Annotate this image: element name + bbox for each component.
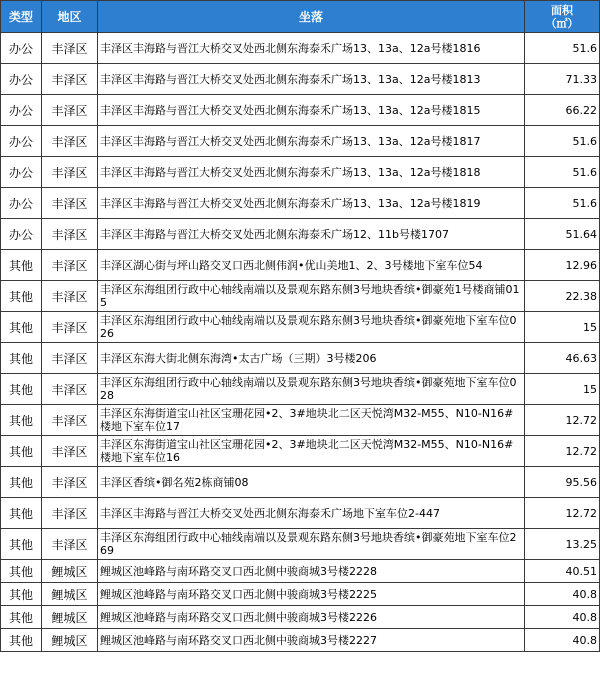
- cell-area: 12.72: [525, 405, 600, 436]
- cell-area: 40.8: [525, 583, 600, 606]
- cell-district: 丰泽区: [42, 250, 98, 281]
- cell-type: 其他: [1, 560, 42, 583]
- header-location: 坐落: [98, 1, 525, 33]
- header-area-label: 面积: [551, 3, 573, 17]
- table-body: [1, 33, 600, 652]
- cell-location: 鲤城区池峰路与南环路交叉口西北侧中骏商城3号楼2225: [98, 583, 525, 606]
- table-row: [1, 250, 600, 281]
- table-row: [1, 606, 600, 629]
- cell-area: 71.33: [525, 64, 600, 95]
- cell-district: 丰泽区: [42, 126, 98, 157]
- cell-area: 12.96: [525, 250, 600, 281]
- cell-location: 丰泽区东海组团行政中心轴线南端以及景观东路东侧3号地块香缤•御豪苑地下室车位269: [98, 529, 525, 560]
- table-row: [1, 281, 600, 312]
- cell-type: 其他: [1, 498, 42, 529]
- cell-district: 丰泽区: [42, 219, 98, 250]
- table-row: [1, 374, 600, 405]
- cell-area: 51.6: [525, 188, 600, 219]
- header-area-unit: （㎡）: [545, 16, 579, 30]
- header-row: [1, 1, 600, 33]
- cell-district: 鲤城区: [42, 560, 98, 583]
- cell-location: 丰泽区丰海路与晋江大桥交叉处西北侧东海泰禾广场12、11b号楼1707: [98, 219, 525, 250]
- table-row: [1, 405, 600, 436]
- cell-type: 办公: [1, 33, 42, 64]
- cell-district: 丰泽区: [42, 436, 98, 467]
- cell-location: 丰泽区香缤•御名苑2栋商铺08: [98, 467, 525, 498]
- cell-type: 其他: [1, 281, 42, 312]
- table-row: [1, 157, 600, 188]
- cell-area: 51.6: [525, 33, 600, 64]
- cell-area: 40.8: [525, 606, 600, 629]
- cell-area: 51.6: [525, 126, 600, 157]
- header-district: 地区: [42, 1, 98, 33]
- cell-district: 鲤城区: [42, 629, 98, 652]
- cell-location: 丰泽区东海大街北侧东海湾•太古广场（三期）3号楼206: [98, 343, 525, 374]
- table-row: [1, 126, 600, 157]
- cell-area: 95.56: [525, 467, 600, 498]
- table-row: [1, 467, 600, 498]
- cell-type: 办公: [1, 157, 42, 188]
- cell-type: 办公: [1, 188, 42, 219]
- cell-location: 鲤城区池峰路与南环路交叉口西北侧中骏商城3号楼2227: [98, 629, 525, 652]
- cell-type: 其他: [1, 436, 42, 467]
- cell-district: 丰泽区: [42, 33, 98, 64]
- cell-location: 丰泽区丰海路与晋江大桥交叉处西北侧东海泰禾广场13、13a、12a号楼1815: [98, 95, 525, 126]
- cell-location: 鲤城区池峰路与南环路交叉口西北侧中骏商城3号楼2228: [98, 560, 525, 583]
- table-row: [1, 343, 600, 374]
- cell-location: 鲤城区池峰路与南环路交叉口西北侧中骏商城3号楼2226: [98, 606, 525, 629]
- cell-type: 其他: [1, 250, 42, 281]
- cell-district: 丰泽区: [42, 64, 98, 95]
- cell-location: 丰泽区丰海路与晋江大桥交叉处西北侧东海泰禾广场13、13a、12a号楼1818: [98, 157, 525, 188]
- header-type: 类型: [1, 1, 42, 33]
- cell-type: 其他: [1, 374, 42, 405]
- cell-district: 丰泽区: [42, 95, 98, 126]
- cell-area: 46.63: [525, 343, 600, 374]
- cell-type: 其他: [1, 629, 42, 652]
- cell-district: 丰泽区: [42, 405, 98, 436]
- cell-area: 15: [525, 374, 600, 405]
- table-row: [1, 219, 600, 250]
- cell-location: 丰泽区丰海路与晋江大桥交叉处西北侧东海泰禾广场13、13a、12a号楼1813: [98, 64, 525, 95]
- cell-location: 丰泽区东海街道宝山社区宝珊花园•2、3#地块北二区天悦湾M32-M55、N10-N16#楼地下室车位17: [98, 405, 525, 436]
- cell-district: 丰泽区: [42, 157, 98, 188]
- cell-location: 丰泽区丰海路与晋江大桥交叉处西北侧东海泰禾广场13、13a、12a号楼1817: [98, 126, 525, 157]
- cell-area: 12.72: [525, 498, 600, 529]
- cell-district: 丰泽区: [42, 188, 98, 219]
- cell-location: 丰泽区东海组团行政中心轴线南端以及景观东路东侧3号地块香缤•御豪苑地下室车位028: [98, 374, 525, 405]
- cell-location: 丰泽区东海组团行政中心轴线南端以及景观东路东侧3号地块香缤•御豪苑1号楼商铺015: [98, 281, 525, 312]
- cell-type: 其他: [1, 606, 42, 629]
- cell-district: 丰泽区: [42, 467, 98, 498]
- table-row: [1, 629, 600, 652]
- cell-area: 40.51: [525, 560, 600, 583]
- cell-type: 办公: [1, 126, 42, 157]
- cell-area: 12.72: [525, 436, 600, 467]
- table-row: [1, 583, 600, 606]
- cell-area: 13.25: [525, 529, 600, 560]
- cell-district: 丰泽区: [42, 281, 98, 312]
- table-row: [1, 95, 600, 126]
- table-row: [1, 529, 600, 560]
- table-row: [1, 312, 600, 343]
- cell-location: 丰泽区东海组团行政中心轴线南端以及景观东路东侧3号地块香缤•御豪苑地下室车位026: [98, 312, 525, 343]
- cell-district: 丰泽区: [42, 529, 98, 560]
- cell-location: 丰泽区东海街道宝山社区宝珊花园•2、3#地块北二区天悦湾M32-M55、N10-N16#楼地下室车位16: [98, 436, 525, 467]
- cell-type: 其他: [1, 583, 42, 606]
- cell-location: 丰泽区丰海路与晋江大桥交叉处西北侧东海泰禾广场地下室车位2-447: [98, 498, 525, 529]
- cell-location: 丰泽区丰海路与晋江大桥交叉处西北侧东海泰禾广场13、13a、12a号楼1819: [98, 188, 525, 219]
- cell-type: 办公: [1, 95, 42, 126]
- table-row: [1, 188, 600, 219]
- cell-location: 丰泽区湖心街与坪山路交叉口西北侧伟润•优山美地1、2、3号楼地下室车位54: [98, 250, 525, 281]
- cell-type: 办公: [1, 219, 42, 250]
- table-row: [1, 33, 600, 64]
- cell-district: 丰泽区: [42, 312, 98, 343]
- cell-district: 鲤城区: [42, 606, 98, 629]
- cell-type: 其他: [1, 405, 42, 436]
- table-row: [1, 64, 600, 95]
- cell-area: 66.22: [525, 95, 600, 126]
- cell-area: 40.8: [525, 629, 600, 652]
- cell-district: 丰泽区: [42, 498, 98, 529]
- cell-district: 鲤城区: [42, 583, 98, 606]
- cell-type: 其他: [1, 467, 42, 498]
- cell-location: 丰泽区丰海路与晋江大桥交叉处西北侧东海泰禾广场13、13a、12a号楼1816: [98, 33, 525, 64]
- cell-type: 其他: [1, 343, 42, 374]
- table-row: [1, 498, 600, 529]
- cell-district: 丰泽区: [42, 374, 98, 405]
- cell-type: 其他: [1, 529, 42, 560]
- cell-type: 其他: [1, 312, 42, 343]
- cell-district: 丰泽区: [42, 343, 98, 374]
- cell-area: 22.38: [525, 281, 600, 312]
- cell-area: 51.6: [525, 157, 600, 188]
- table-header: [1, 1, 600, 33]
- cell-area: 51.64: [525, 219, 600, 250]
- header-area: [525, 1, 600, 33]
- table-row: [1, 560, 600, 583]
- cell-area: 15: [525, 312, 600, 343]
- cell-type: 办公: [1, 64, 42, 95]
- table-row: [1, 436, 600, 467]
